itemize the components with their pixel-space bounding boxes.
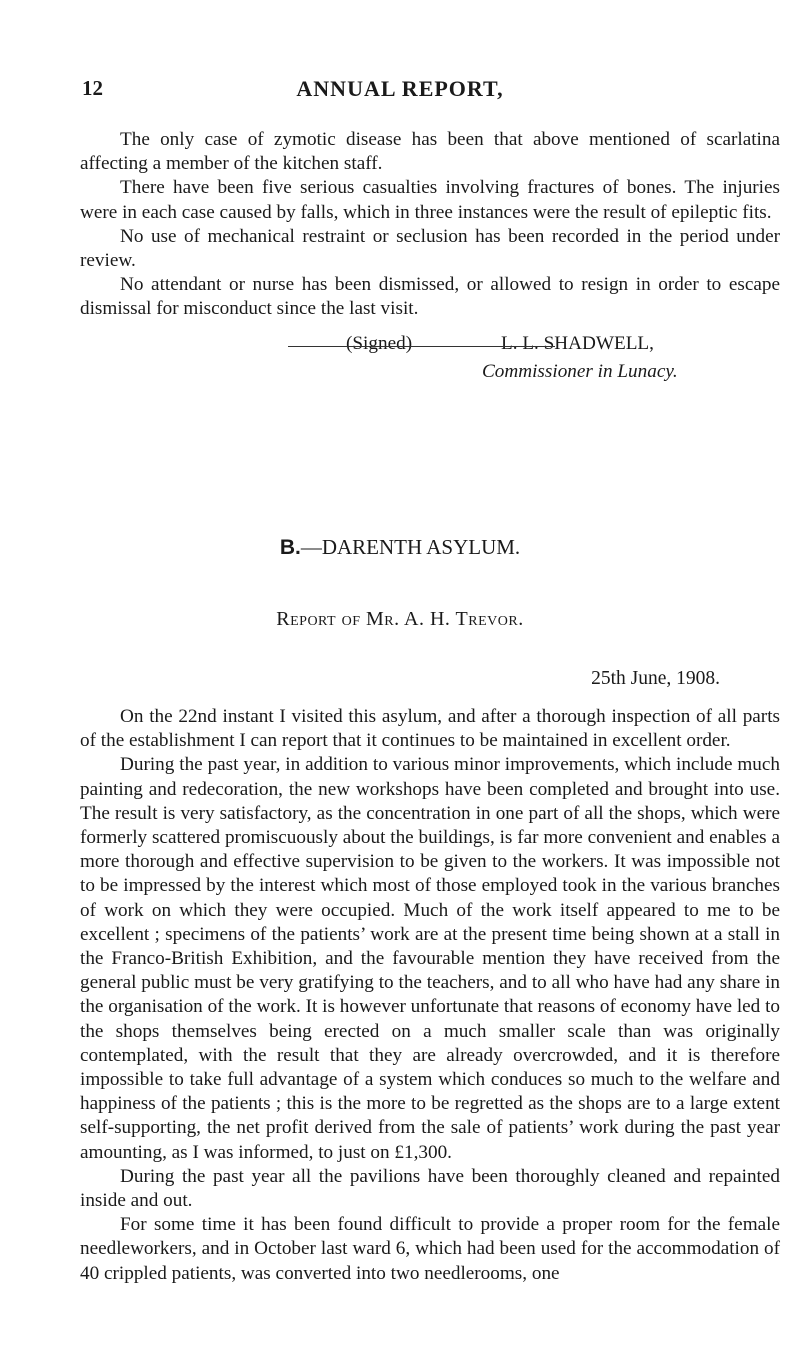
report-date: 25th June, 1908. — [591, 668, 720, 689]
signatory-title: Commissioner in Lunacy. — [482, 360, 678, 382]
paragraph: On the 22nd instant I visited this asylum, and after a thorough inspection of all parts of the establishment I can report that it continues to be maintained in excellent order. — [80, 706, 780, 752]
page-header — [0, 76, 800, 106]
paragraph: No use of mechanical restraint or seclusion has been recorded in the period under review. — [80, 225, 780, 272]
paragraph: The only case of zymotic disease has been that above mentioned of scarlatina affecting a member of the kitchen staff. — [80, 129, 780, 175]
paragraph: There have been five serious casualties involving fractures of bones. The injuries were in each case caused by falls, which in three instances were the result of epileptic fits. — [80, 177, 780, 223]
section-divider — [288, 346, 555, 347]
page-number: 12 — [82, 76, 103, 100]
section-heading — [0, 535, 800, 560]
paragraph: No attendant or nurse has been dismissed, or allowed to resign in order to escape dismissal for misconduct since the last visit. — [80, 274, 780, 320]
signature-block — [80, 332, 780, 390]
section-a-text — [80, 128, 780, 390]
section-b-text — [80, 705, 780, 1286]
running-head: ANNUAL REPORT, — [296, 76, 504, 101]
signed-label: (Signed) — [346, 332, 413, 354]
signatory-name: L. L. SHADWELL, — [501, 332, 654, 354]
section-letter: B. — [279, 536, 301, 559]
paragraph: During the past year, in addition to various minor improvements, which include much painting and redecoration, the new workshops have been completed and brought into use. The result is very satisfactory, as the concentration in one part of all the shops, which were formerly scattered promiscuously about the buildings, is far more convenient and enables a more thorough and effective supervision to be given to the workers. It was impossible not to be impressed by the interest which most of those employed took in the various branches of work on which they were occupied. Much of the work itself appeared to me to be excellent ; specimens of the patients’ work are at the present time being shown at a stall in the Franco-British Exhibition, and the favourable mention they have received from the general public must be very gratifying to the teachers, and to all who have had any share in the organisation of the work. It is however unfortunate that reasons of economy have led to the shops themselves being erected on a much smaller scale than was originally contemplated, with the result that they are already overcrowded, and it is therefore impossible to take full advantage of a system which conduces so much to the welfare and happiness of the patients ; this is the more to be regretted as the shops are to a large extent self-supporting, the net profit derived from the sale of patients’ work during the past year amounting, as I was informed, to just on £1,300. — [80, 754, 780, 1163]
paragraph: During the past year all the pavilions have been thoroughly cleaned and repainted inside and out. — [80, 1165, 780, 1212]
section-title: —DARENTH ASYLUM. — [300, 535, 521, 559]
report-byline: Report of Mr. A. H. Trevor. — [276, 608, 524, 630]
paragraph: For some time it has been found difficult to provide a proper room for the female needleworkers, and in October last ward 6, which had been used for the accommodation of 40 crippled patients, was converted into two needlerooms, one — [80, 1214, 780, 1284]
